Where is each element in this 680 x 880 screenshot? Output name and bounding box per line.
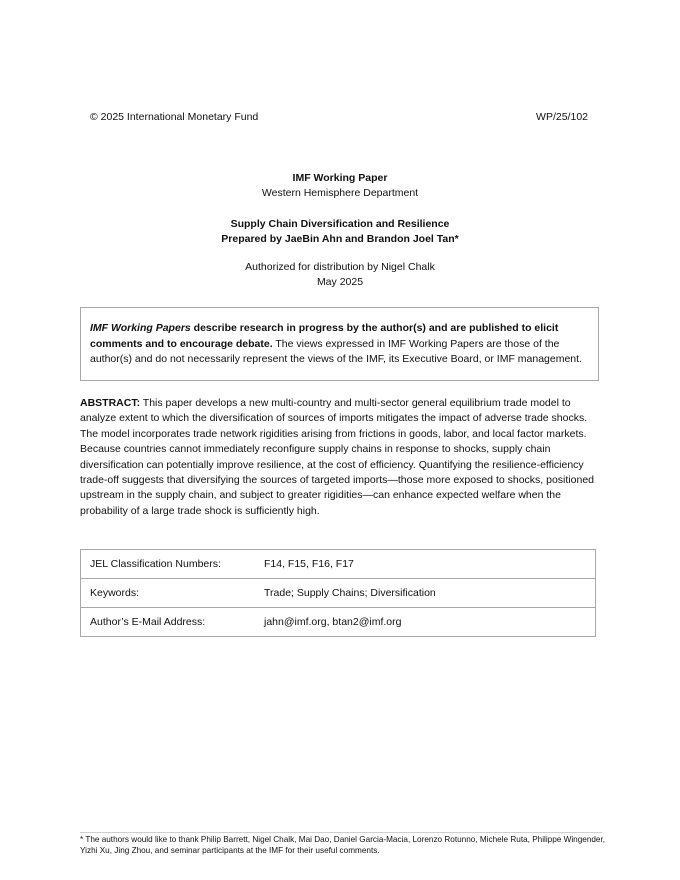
table-row	[81, 550, 596, 579]
disclaimer-box	[80, 307, 599, 381]
paper-number: WP/25/102	[536, 111, 588, 123]
department: Western Hemisphere Department	[261, 187, 419, 199]
classification-table	[80, 549, 596, 637]
abstract-label: ABSTRACT:	[80, 397, 141, 409]
disclaimer-lead: IMF Working Papers	[90, 322, 191, 334]
abstract	[80, 396, 602, 519]
email-value: jahn@imf.org, btan2@imf.org	[256, 608, 596, 637]
prepared-by: Prepared by JaeBin Ahn and Brandon Joel Tan*	[221, 233, 459, 245]
paper-title: Supply Chain Diversification and Resilience	[230, 218, 450, 230]
footnote: * The authors would like to thank Philip Barrett, Nigel Chalk, Mai Dao, Daniel Garcia-Macia, Lorenzo Rotunno, Michele Ruta, Philippe Wingender, Yizhi Xu, Jing Zhou, and seminar participants at the IMF for their useful comments.	[80, 835, 606, 855]
jel-label: JEL Classification Numbers:	[81, 550, 257, 579]
footnote-divider	[80, 832, 602, 833]
disclaimer-bold-text: describe research in progress by the author(s) and are published to elicit comments and to encourage debate.	[90, 322, 559, 350]
series-title: IMF Working Paper	[292, 172, 388, 184]
authorized-by: Authorized for distribution by Nigel Chalk	[245, 261, 435, 273]
keywords-label: Keywords:	[81, 579, 257, 608]
disclaimer-text: The views expressed in IMF Working Papers are those of the author(s) and do not necessarily represent the views of the IMF, its Executive Board, or IMF management.	[90, 337, 582, 365]
table-row	[81, 608, 596, 637]
keywords-value: Trade; Supply Chains; Diversification	[256, 579, 596, 608]
abstract-text: This paper develops a new multi-country and multi-sector general equilibrium trade model to analyze extent to which the diversification of sources of imports mitigates the impact of adverse trade shocks. The model incorporates trade network rigidities arising from frictions in goods, labor, and local factor markets. Because countries cannot immediately reconfigure supply chains in response to shocks, supply chain diversification can potentially improve resilience, at the cost of efficiency. Quantifying the resilience-efficiency trade-off suggests that diversifying the sources of targeted imports—those more exposed to shocks, positioned upstream in the supply chain, and subject to greater rigidities—can enhance expected welfare when the probability of a large trade shock is sufficiently high.	[80, 397, 594, 517]
jel-value: F14, F15, F16, F17	[256, 550, 596, 579]
table-row	[81, 579, 596, 608]
copyright-notice: © 2025 International Monetary Fund	[90, 111, 259, 123]
email-label: Author’s E-Mail Address:	[81, 608, 257, 637]
publication-date: May 2025	[316, 276, 364, 288]
